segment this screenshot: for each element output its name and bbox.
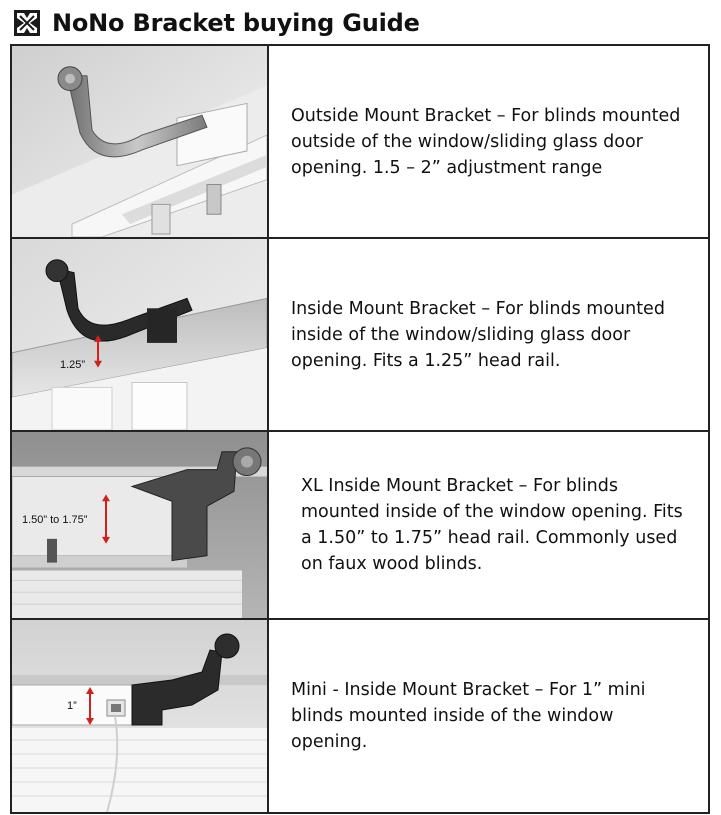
page-title: NoNo Bracket buying Guide: [52, 9, 420, 37]
nono-logo-icon: [14, 10, 40, 36]
row-description: Mini - Inside Mount Bracket – For 1” mini blinds mounted inside of the window opening.: [291, 680, 646, 752]
bracket-guide-table: [10, 44, 710, 814]
table-row: [12, 432, 708, 620]
row-description: Inside Mount Bracket – For blinds mounted inside of the window/sliding glass door opening. Fits a 1.25” head rail.: [291, 298, 665, 371]
row-description: XL Inside Mount Bracket – For blinds mounted inside of the window opening. Fits a 1.50” to 1.75” head rail. Commonly used on faux wood blinds.: [301, 476, 683, 574]
measurement-label: 1.50” to 1.75”: [22, 514, 88, 526]
page-header: [14, 6, 420, 40]
outside-mount-bracket-photo: [12, 46, 269, 237]
inside-mount-bracket-photo: [12, 239, 269, 430]
table-row: [12, 620, 708, 812]
measurement-label: 1.25”: [60, 359, 86, 371]
table-row: [12, 239, 708, 432]
mini-inside-mount-bracket-photo: [12, 620, 269, 812]
xl-inside-mount-bracket-photo: [12, 432, 269, 618]
table-row: [12, 46, 708, 239]
measurement-label: 1”: [67, 700, 77, 712]
row-description: Outside Mount Bracket – For blinds mounted outside of the window/sliding glass door opening. 1.5 – 2” adjustment range: [291, 105, 681, 178]
